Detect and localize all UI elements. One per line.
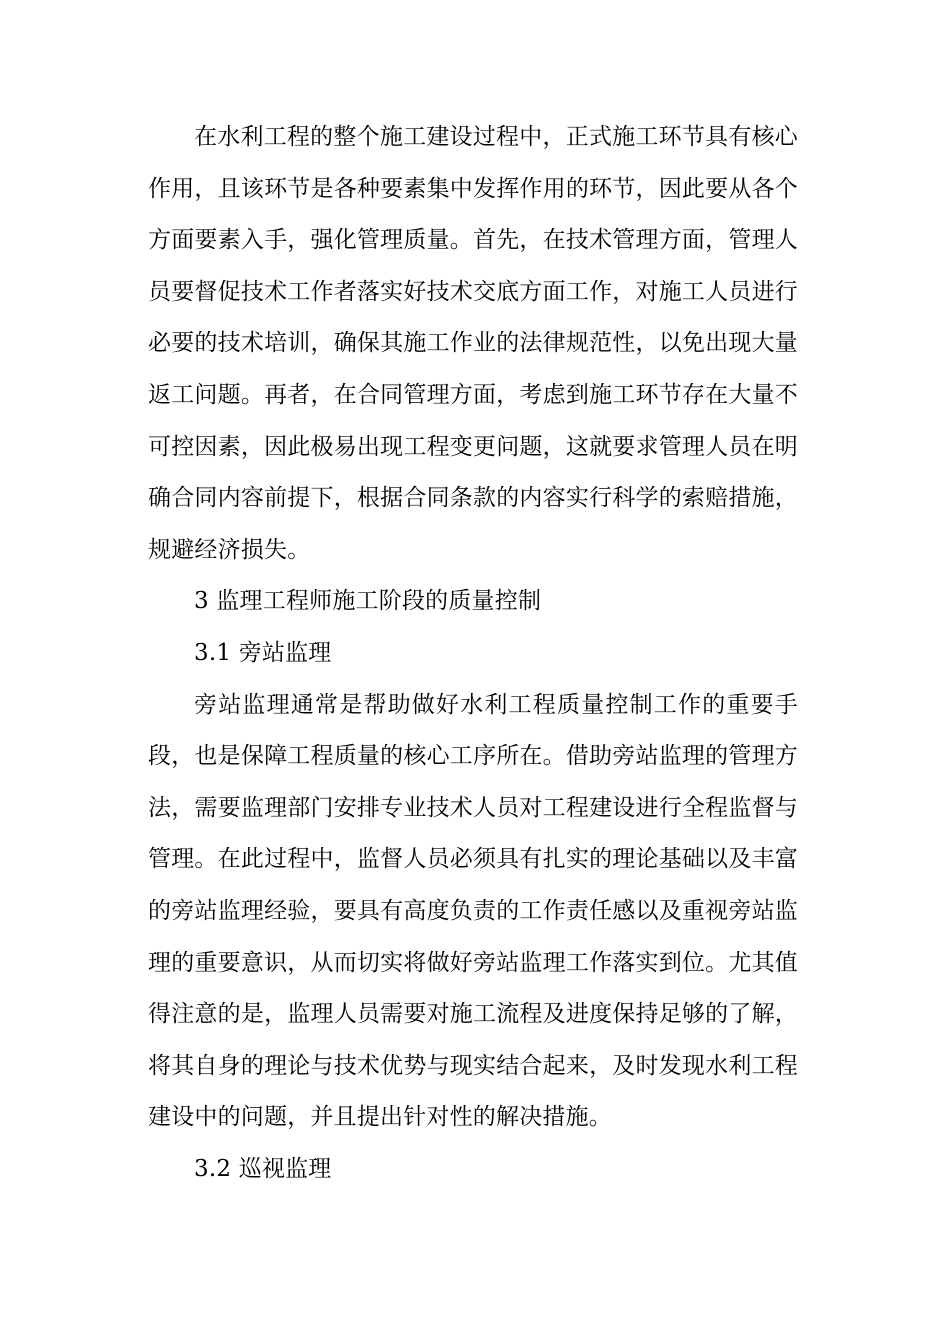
paragraph-side-station-supervision: 旁站监理通常是帮助做好水利工程质量控制工作的重要手段，也是保障工程质量的核心工序所在。借助旁站监理的管理方法，需要监理部门安排专业技术人员对工程建设进行全程监督与管理。在此过程中，监督人员必须具有扎实的理论基础以及丰富的旁站监理经验，要具有高度负责的工作责任感以及重视旁站监理的重要意识，从而切实将做好旁站监理工作落实到位。尤其值得注意的是，监理人员需要对施工流程及进度保持足够的了解，将其自身的理论与技术优势与现实结合起来，及时发现水利工程建设中的问题，并且提出针对性的解决措施。 [148,691,798,1131]
paragraph-construction-management: 在水利工程的整个施工建设过程中，正式施工环节具有核心作用，且该环节是各种要素集中发挥作用的环节，因此要从各个方面要素入手，强化管理质量。首先，在技术管理方面，管理人员要督促技术工作者落实好技术交底方面工作，对施工人员进行必要的技术培训，确保其施工作业的法律规范性，以免出现大量返工问题。再者，在合同管理方面，考虑到施工环节存在大量不可控因素，因此极易出现工程变更问题，这就要求管理人员在明确合同内容前提下，根据合同条款的内容实行科学的索赔措施，规避经济损失。 [148,124,798,563]
subsection-heading-3-1: 3.1 旁站监理 [194,639,332,666]
section-heading-3: 3 监理工程师施工阶段的质量控制 [194,588,542,615]
subsection-heading-3-2: 3.2 巡视监理 [194,1155,332,1182]
document-body [148,112,798,1195]
